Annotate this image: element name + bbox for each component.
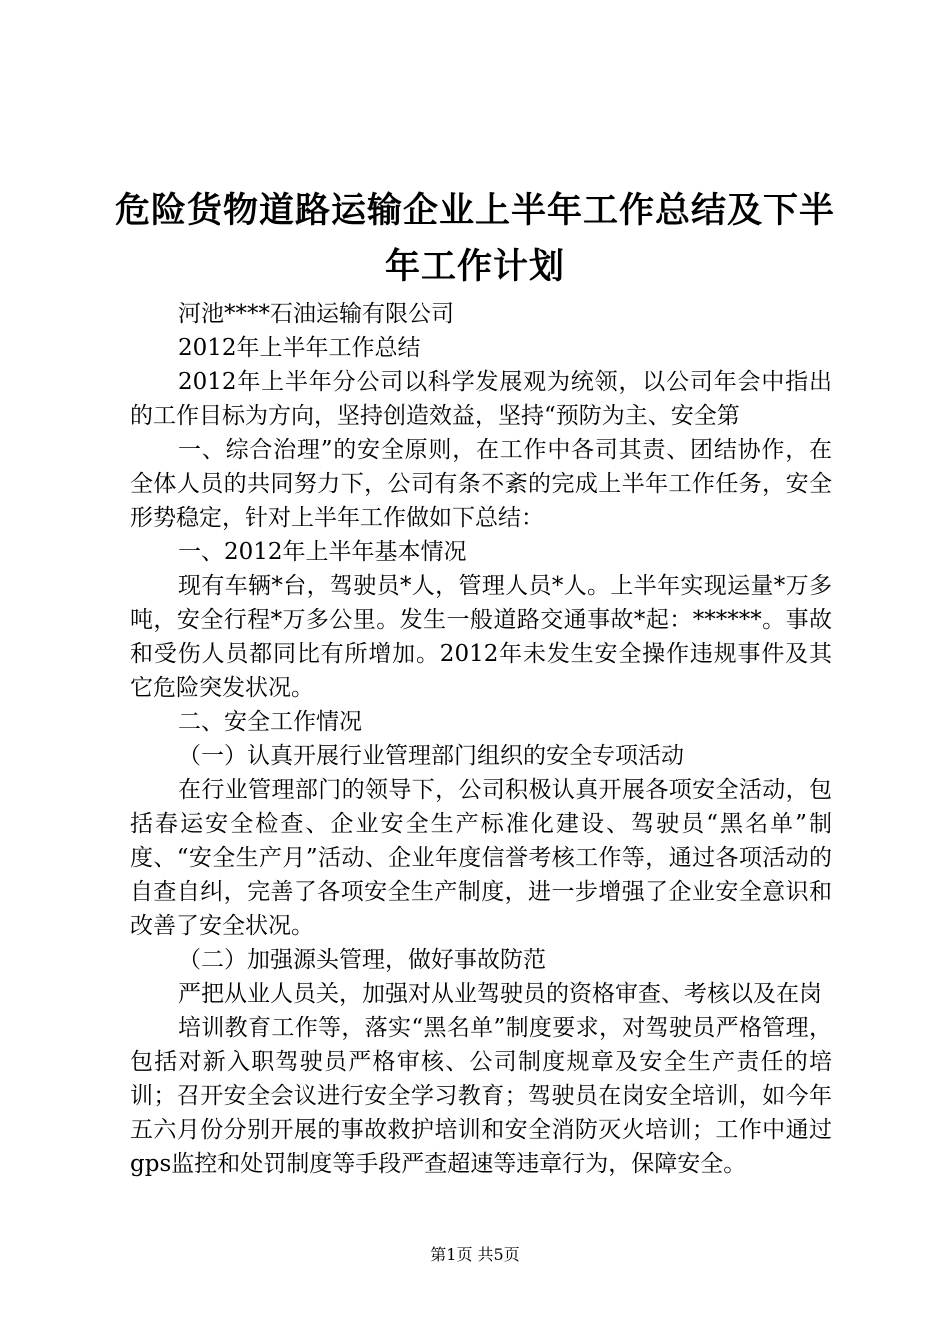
page-number: 第1页 共5页 xyxy=(430,1245,520,1264)
section-heading-safety: 二、安全工作情况 xyxy=(178,709,362,735)
paragraph-subtitle: 2012年上半年工作总结 xyxy=(178,335,421,361)
paragraph-company: 河池****石油运输有限公司 xyxy=(178,301,454,327)
document-body xyxy=(130,297,832,1181)
paragraph-source: 严把从业人员关，加强对从业驾驶员的资格审查、考核以及在岗 xyxy=(178,981,822,1007)
paragraph-principle: 一、综合治理”的安全原则，在工作中各司其责、团结协作，在全体人员的共同努力下，公司有条不紊的完成上半年工作任务，安全形势稳定，针对上半年工作做如下总结： xyxy=(130,437,832,531)
paragraph-activities: 在行业管理部门的领导下，公司积极认真开展各项安全活动，包括春运安全检查、企业安全生产标准化建设、驾驶员“黑名单”制度、“安全生产月”活动、企业年度信誉考核工作等，通过各项活动的自查自纠，完善了各项安全生产制度，进一步增强了企业安全意识和改善了安全状况。 xyxy=(130,777,832,939)
document-title: 危险货物道路运输企业上半年工作总结及下半年工作计划 xyxy=(114,191,835,287)
subsection-heading-activities: （一）认真开展行业管理部门组织的安全专项活动 xyxy=(178,743,684,769)
subsection-heading-source: （二）加强源头管理，做好事故防范 xyxy=(178,947,546,973)
paragraph-intro: 2012年上半年分公司以科学发展观为统领，以公司年会中指出的工作目标为方向，坚持创造效益，坚持“预防为主、安全第 xyxy=(130,369,832,429)
paragraph-training: 培训教育工作等，落实“黑名单”制度要求，对驾驶员严格管理，包括对新入职驾驶员严格审核、公司制度规章及安全生产责任的培训；召开安全会议进行安全学习教育；驾驶员在岗安全培训，如今年五六月份分别开展的事故救护培训和安全消防灭火培训；工作中通过gps监控和处罚制度等手段严查超速等违章行为，保障安全。 xyxy=(130,1015,832,1177)
section-heading-basic: 一、2012年上半年基本情况 xyxy=(178,539,467,565)
paragraph-basic: 现有车辆*台，驾驶员*人，管理人员*人。上半年实现运量*万多吨，安全行程*万多公里。发生一般道路交通事故*起：******。事故和受伤人员都同比有所增加。2012年未发生安全操作违规事件及其它危险突发状况。 xyxy=(130,573,832,701)
